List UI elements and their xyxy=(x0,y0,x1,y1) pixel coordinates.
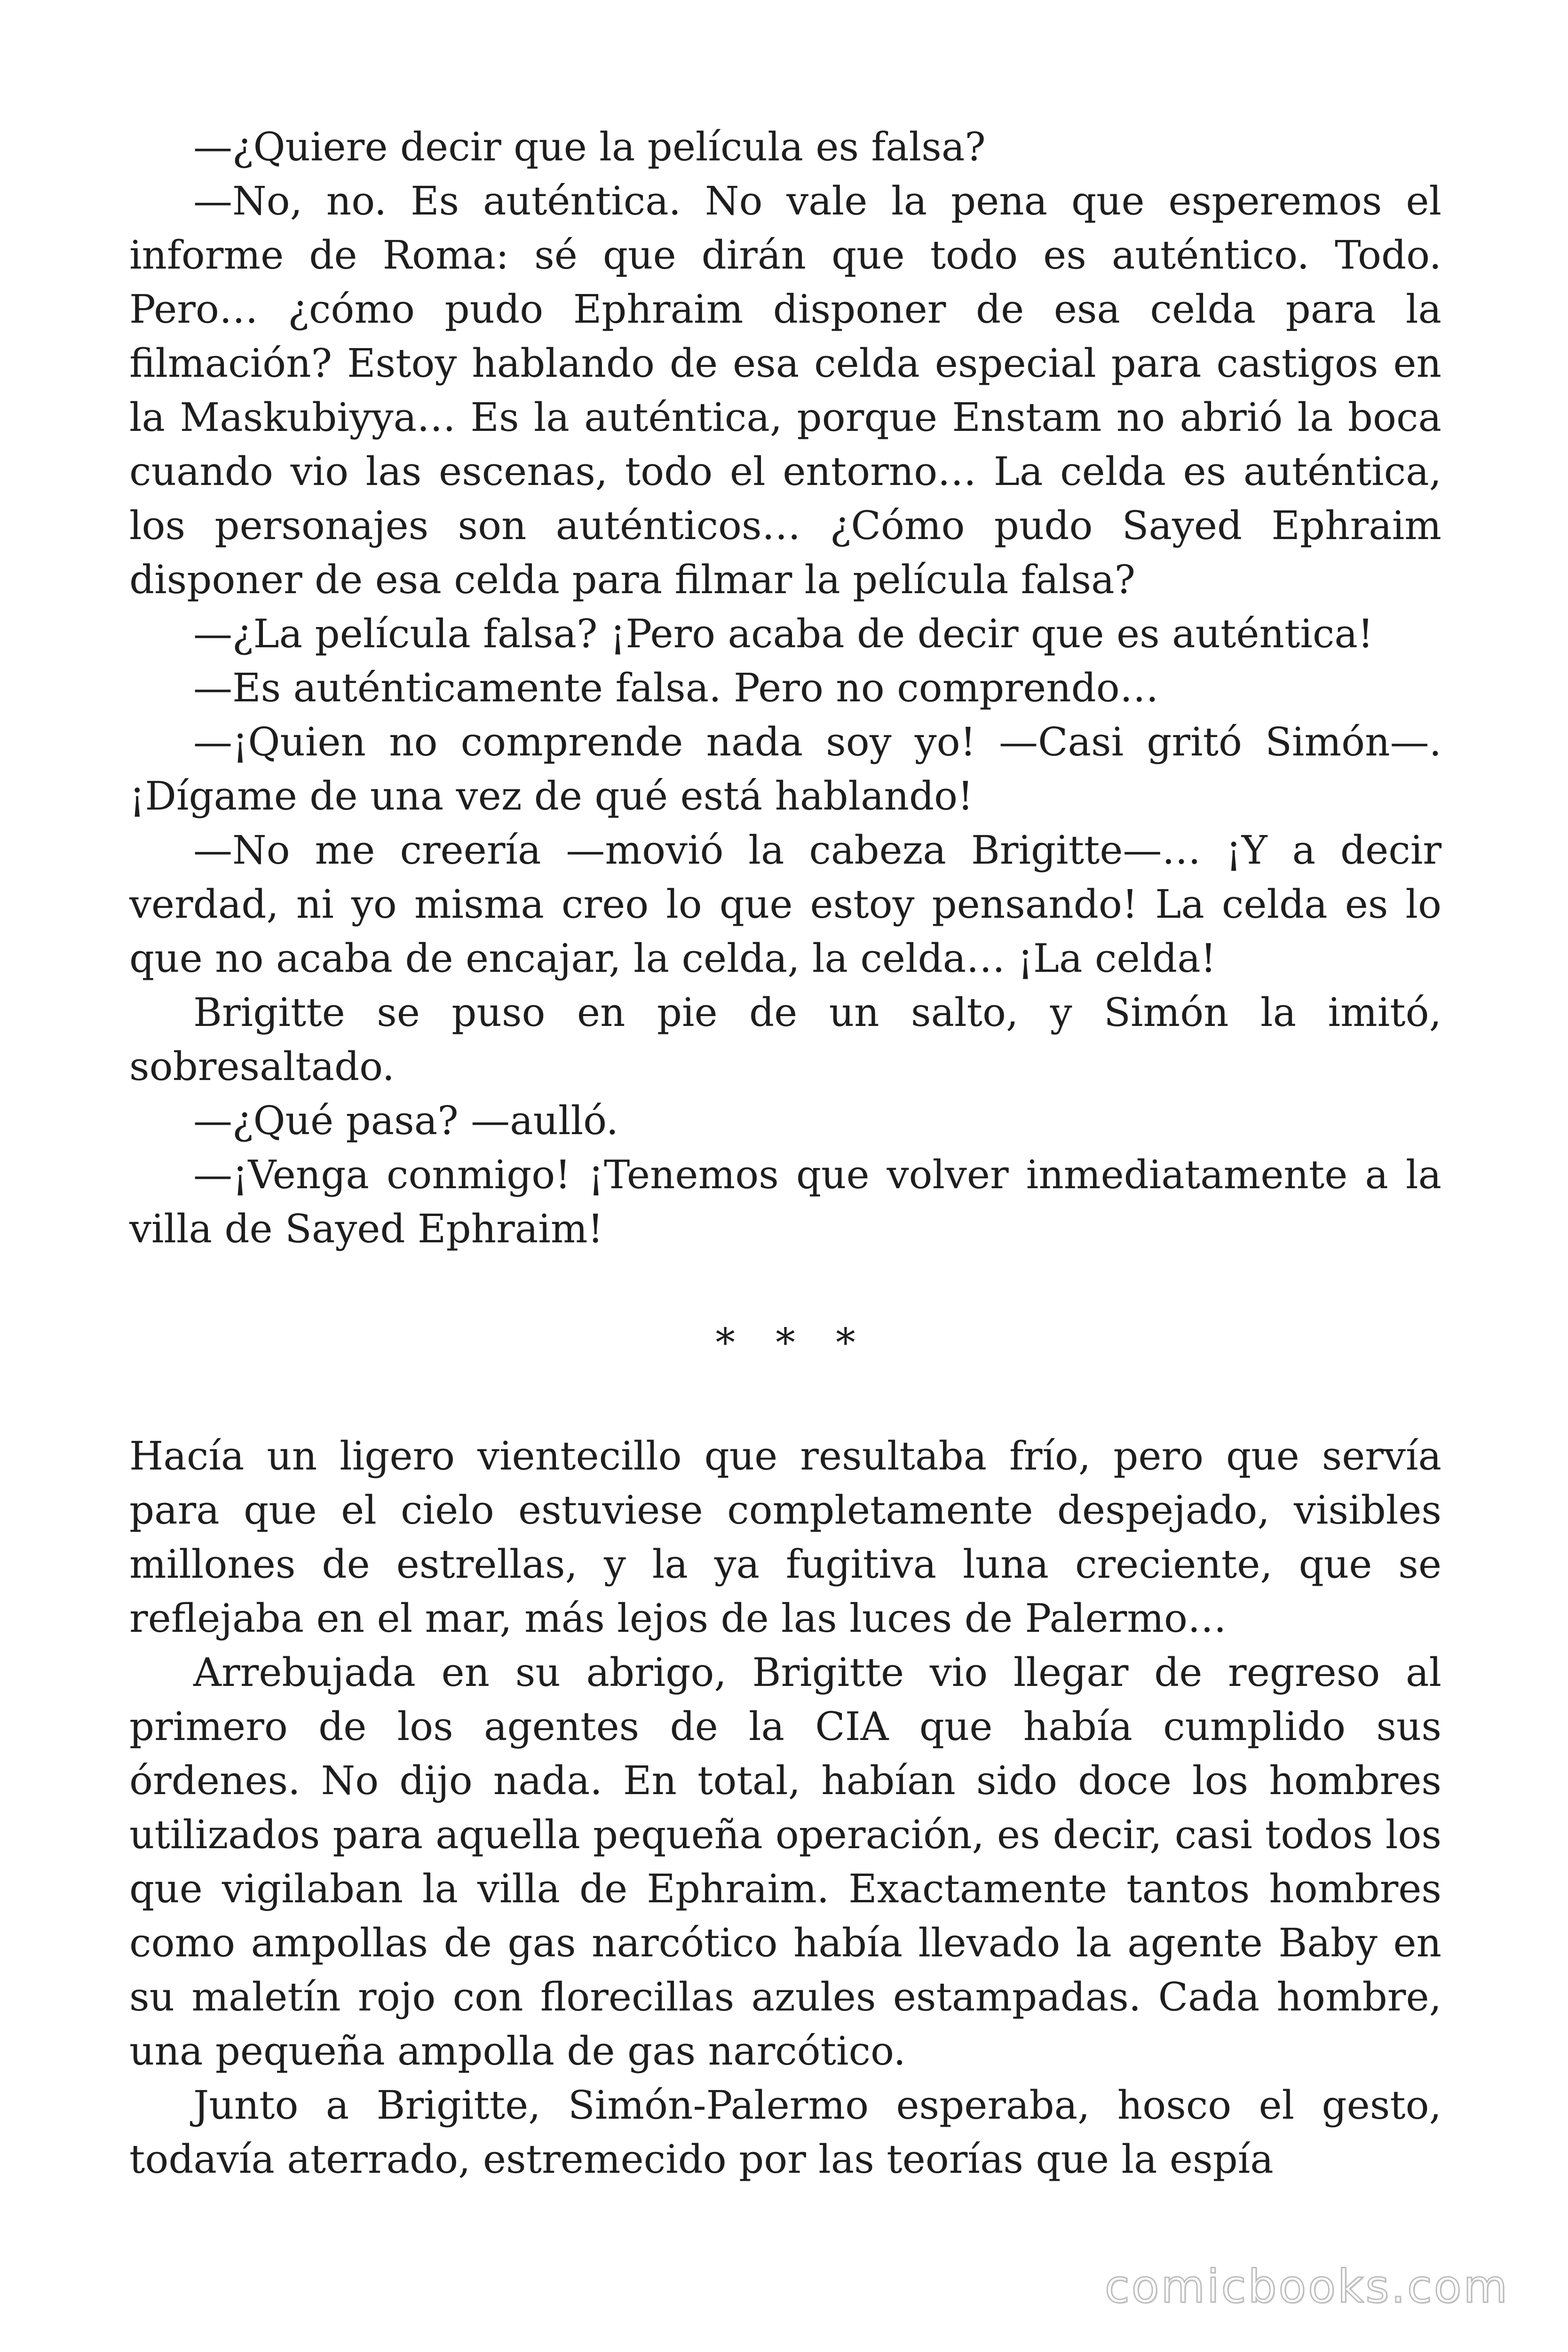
watermark: comicbooks.com xyxy=(1104,2260,1509,2313)
paragraph: —Es auténticamente falsa. Pero no comprendo… xyxy=(193,665,1159,711)
paragraph: —No me creería —movió la cabeza Brigitte—… ¡Y a decir verdad, ni yo misma creo lo que estoy pensando! La celda es lo que no acaba de encajar, la celda, la celda… ¡La celda! xyxy=(129,827,1441,981)
scene-separator: * * * xyxy=(715,1319,870,1366)
paragraph: Brigitte se puso en pie de un salto, y Simón la imitó, sobresaltado. xyxy=(129,990,1441,1089)
paragraph: —¡Venga conmigo! ¡Tenemos que volver inmediatamente a la villa de Sayed Ephraim! xyxy=(129,1152,1441,1252)
paragraph: —¿Quiere decir que la película es falsa? xyxy=(193,124,986,170)
book-page xyxy=(129,120,1441,2186)
paragraph: —¡Quien no comprende nada soy yo! —Casi gritó Simón—. ¡Dígame de una vez de qué está hablando! xyxy=(129,719,1441,819)
paragraph: —No, no. Es auténtica. No vale la pena que esperemos el informe de Roma: sé que dirán que todo es auténtico. Todo. Pero… ¿cómo pudo Ephraim disponer de esa celda para la filmación? Estoy hablando de esa celda especial para castigos en la Maskubiyya… Es la auténtica, porque Enstam no abrió la boca cuando vio las escenas, todo el entorno… La celda es auténtica, los personajes son auténticos… ¿Cómo pudo Sayed Ephraim disponer de esa celda para filmar la película falsa? xyxy=(129,178,1441,603)
paragraph: Hacía un ligero vientecillo que resultaba frío, pero que servía para que el cielo estuviese completamente despejado, visibles millones de estrellas, y la ya fugitiva luna creciente, que se reflejaba en el mar, más lejos de las luces de Palermo… xyxy=(129,1433,1441,1641)
paragraph: —¿La película falsa? ¡Pero acaba de decir que es auténtica! xyxy=(193,611,1374,657)
paragraph: —¿Qué pasa? —aulló. xyxy=(193,1098,619,1144)
paragraph: Junto a Brigitte, Simón-Palermo esperaba, hosco el gesto, todavía aterrado, estremecido por las teorías que la espía xyxy=(129,2082,1441,2182)
paragraph: Arrebujada en su abrigo, Brigitte vio llegar de regreso al primero de los agentes de la CIA que había cumplido sus órdenes. No dijo nada. En total, habían sido doce los hombres utilizados para aquella pequeña operación, es decir, casi todos los que vigilaban la villa de Ephraim. Exactamente tantos hombres como ampollas de gas narcótico había llevado la agente Baby en su maletín rojo con florecillas azules estampadas. Cada hombre, una pequeña ampolla de gas narcótico. xyxy=(129,1650,1441,2074)
